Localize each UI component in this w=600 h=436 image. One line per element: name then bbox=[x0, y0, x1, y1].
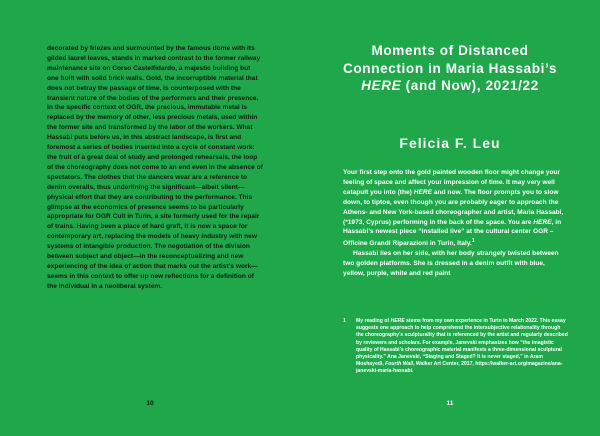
footnote bbox=[343, 318, 568, 376]
body-paragraph: decorated by friezes and surmounted by the famous dome with its gilded laurel leaves, stands in marked contrast to the former railway maintenance site on Corso Castelfidardo, a majestic building but one built with solid brick walls. Gold, the incorruptible material that does not betray the passage of time, is counterposed with the transient nature of the bodies of the performers and their presence. In the specific context of OGR, the precious, immutable metal is replaced by the memory of other, less precious metals, used within the former site and transformed by the labor of the workers. What Hassabi puts before us, in this abstract landscape, is first and foremost a series of bodies inserted into a cycle of constant work: the fruit of a great deal of study and prolonged rehearsals, the loop of the choreography does not come to an end even in the absence of spectators. The clothes that the dancers wear are a reference to denim overalls, thus underlining the significant—albeit silent—physical effort that they are contributing to the performance. This glimpse at the economics of presence seems to be particularly appropriate for OGR Cult in Turin, a site formerly used for the repair of trains. Having been a place of hard graft, it is now a space for contemporary art, replacing the models of heavy industry with new systems of intangible production. The negotiation of the division between subject and object—in the reconceptualizing and new experiencing of the idea of action that marks out the artist’s work—seems in this context to offer up new reflections for a definition of the individual in a neoliberal system. bbox=[47, 45, 263, 290]
body-paragraph: Hassabi lies on her side, with her body strangely twisted between two golden platforms. She is dressed in a denim outfit with blue, yellow, purple, white and red paint bbox=[343, 250, 559, 278]
italic-run: HERE bbox=[390, 318, 405, 324]
footnote-text bbox=[356, 318, 568, 376]
page-number: 11 bbox=[446, 400, 454, 407]
text-run: , in Hassabi’s newest piece “installed live” at the cultural center OGR – Officine Grandi Riparazioni in Turin, Italy. bbox=[343, 218, 562, 248]
italic-run: HERE bbox=[413, 188, 433, 196]
text-run: My reading of bbox=[356, 318, 391, 324]
author-name: Felicia F. Leu bbox=[399, 135, 501, 151]
italic-run: Fourth Wall bbox=[385, 361, 414, 368]
text-run: stems from my own experience in Turin in March 2022. This essay suggests one approach to help comprehend the intersubjective relationality through the choreography’s sculpturality that is referenced by the artist and regularly described by reviewers and scholars. For example, Janevski emphasizes how “the imagistic quality of Hassabi’s choreographic material manifests a three-dimensional sculptural physicality.” Ana Janevski, “Staging and Staged? It is never staged,” in Aram Moshayedi, bbox=[356, 318, 568, 368]
right-page-body bbox=[343, 168, 568, 279]
title-text-end: (and Now), 2021/22 bbox=[401, 78, 539, 94]
text-run: and now. The floor prompts you to slow down, to tiptoe, even though you are probably eager to approach the Athens- and New York-based choreographer and artist, Maria Hassabi, (*1973, Cyprus) performing in the back of the space. You are bbox=[343, 188, 564, 226]
text-run: Your first step onto the gold painted wooden floor might change your feeling of space and affect your impression of time. It may very well catapult you into (the) bbox=[343, 169, 561, 196]
title-italic: HERE bbox=[361, 78, 402, 94]
page-number: 10 bbox=[146, 400, 154, 407]
title-text: Moments of Distanced Connection in Maria Hassabi’s bbox=[342, 43, 558, 76]
essay-title bbox=[340, 42, 560, 95]
footnote-reference[interactable]: 1 bbox=[471, 238, 475, 245]
text-run: , Walker Art Center, 2017, https://walker-art.org/magazine/ana-janevski-maria-hassabi. bbox=[356, 361, 563, 375]
left-page-body bbox=[47, 44, 263, 292]
right-page bbox=[300, 0, 600, 436]
italic-run: HERE bbox=[533, 218, 552, 226]
body-paragraph bbox=[343, 168, 568, 249]
footnote-number: 1 bbox=[343, 318, 346, 324]
